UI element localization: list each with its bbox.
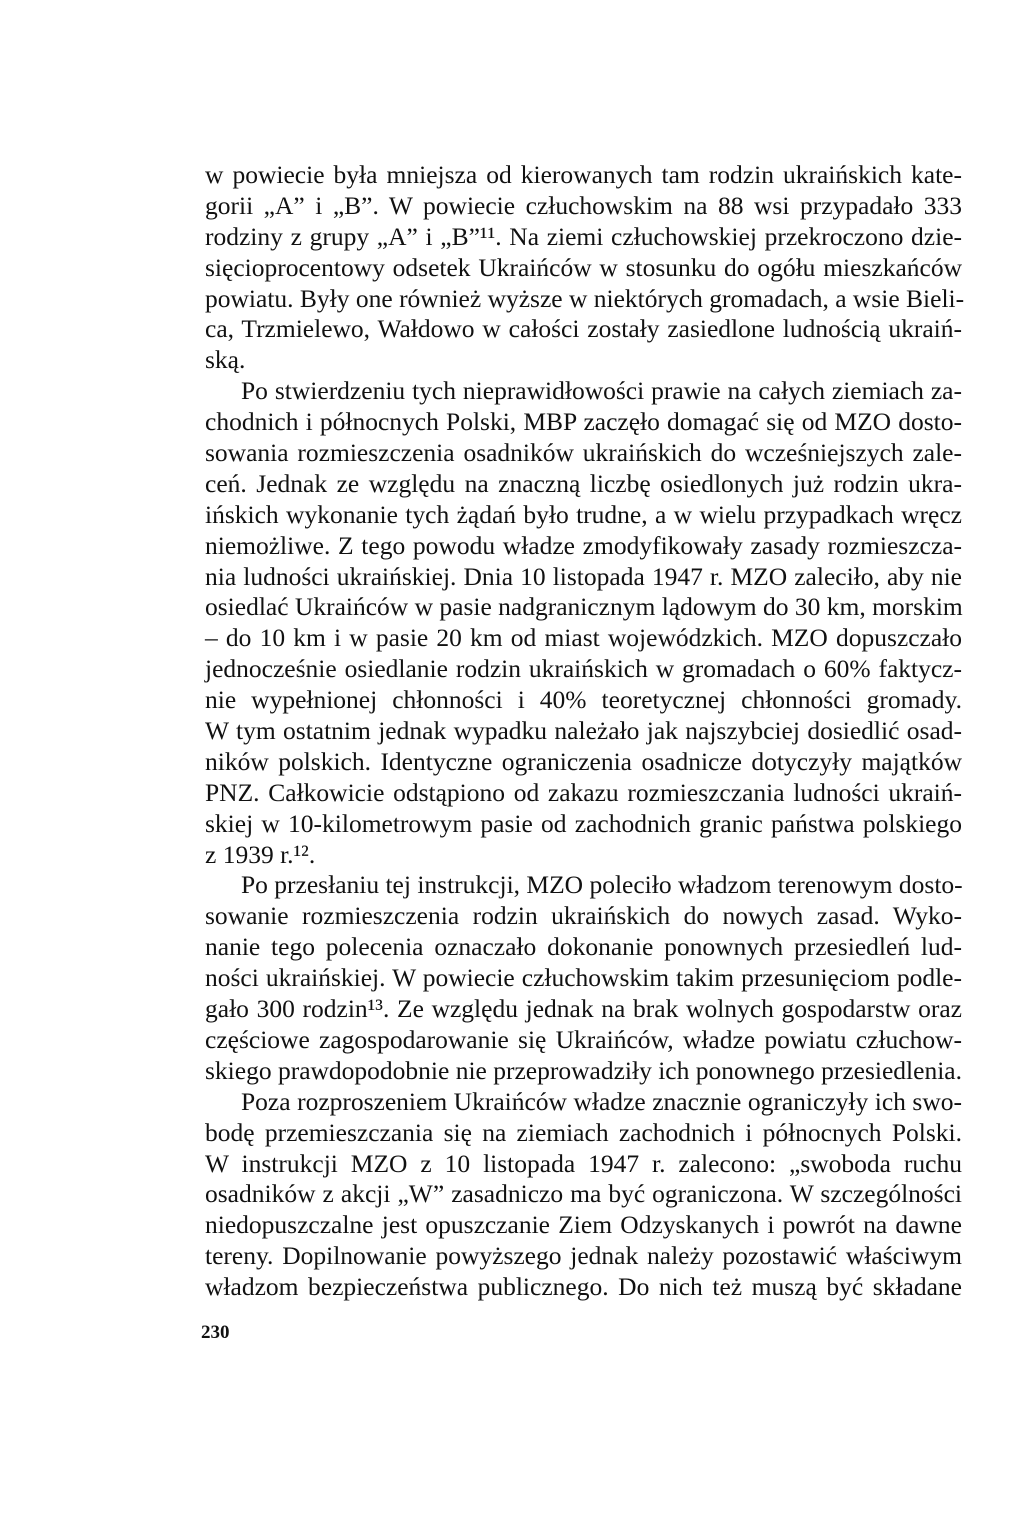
text-line: ską. bbox=[205, 345, 246, 375]
text-line: z 1939 r.¹². bbox=[205, 839, 316, 869]
paragraph bbox=[205, 870, 962, 1086]
text-line: skiej w 10-kilometrowym pasie od zachodnich granic państwa polskiego bbox=[205, 808, 962, 838]
paragraph bbox=[205, 376, 962, 870]
text-line: niemożliwe. Z tego powodu władze zmodyfikowały zasady rozmieszcza- bbox=[205, 530, 962, 560]
text-line: PNZ. Całkowicie odstąpiono od zakazu rozmieszczania ludności ukraiń- bbox=[205, 777, 962, 807]
text-line: ników polskich. Identyczne ograniczenia osadnicze dotyczyły majątków bbox=[205, 746, 962, 776]
text-line: sowania rozmieszczenia osadników ukraińskich do wcześniejszych zale- bbox=[205, 438, 962, 468]
page-number: 230 bbox=[201, 1322, 230, 1343]
text-line: ińskich wykonanie tych żądań było trudne, a w wielu przypadkach wręcz bbox=[205, 499, 962, 529]
text-line: gorii „A” i „B”. W powiecie człuchowskim na 88 wsi przypadało 333 bbox=[205, 190, 962, 220]
text-line: gało 300 rodzin¹³. Ze względu jednak na brak wolnych gospodarstw oraz bbox=[205, 994, 962, 1024]
text-line: nie wypełnionej chłonności i 40% teoretycznej chłonności gromady. bbox=[205, 685, 962, 715]
text-line: Poza rozproszeniem Ukraińców władze znacznie ograniczyły ich swo- bbox=[241, 1086, 962, 1116]
text-line: Po przesłaniu tej instrukcji, MZO poleciło władzom terenowym dosto- bbox=[241, 870, 963, 900]
text-line: niedopuszczalne jest opuszczanie Ziem Odzyskanych i powrót na dawne bbox=[205, 1210, 962, 1240]
text-line: skiego prawdopodobnie nie przeprowadziły ich ponownego przesiedlenia. bbox=[205, 1055, 962, 1085]
text-line: Po stwierdzeniu tych nieprawidłowości prawie na całych ziemiach za- bbox=[241, 376, 962, 406]
text-line: jednocześnie osiedlanie rodzin ukraińskich w gromadach o 60% faktycz- bbox=[205, 654, 962, 684]
text-line: w powiecie była mniejsza od kierowanych tam rodzin ukraińskich kate- bbox=[205, 160, 962, 189]
text-line: ności ukraińskiej. W powiecie człuchowskim takim przesunięciom podle- bbox=[205, 963, 962, 993]
text-line: ceń. Jednak ze względu na znaczną liczbę osiedlonych już rodzin ukra- bbox=[205, 468, 962, 498]
paragraph bbox=[205, 160, 965, 376]
text-line: ca, Trzmielewo, Wałdowo w całości zostały zasiedlone ludnością ukraiń- bbox=[205, 314, 962, 344]
text-line: nia ludności ukraińskiej. Dnia 10 listopada 1947 r. MZO zaleciło, aby nie bbox=[205, 561, 962, 591]
paragraph bbox=[205, 1087, 962, 1303]
text-line: sowanie rozmieszczenia rodzin ukraińskich do nowych zasad. Wyko- bbox=[205, 901, 962, 931]
text-line: sięcioprocentowy odsetek Ukraińców w stosunku do ogółu mieszkańców bbox=[205, 252, 962, 282]
text-line: częściowe zagospodarowanie się Ukraińców, władze powiatu człuchow- bbox=[205, 1024, 962, 1054]
text-line: bodę przemieszczania się na ziemiach zachodnich i północnych Polski. bbox=[205, 1117, 962, 1147]
text-line: – do 10 km i w pasie 20 km od miast wojewódzkich. MZO dopuszczało bbox=[205, 623, 962, 653]
text-line: W instrukcji MZO z 10 listopada 1947 r. zalecono: „swoboda ruchu bbox=[205, 1148, 962, 1178]
text-line: rodziny z grupy „A” i „B”¹¹. Na ziemi człuchowskiej przekroczono dzie- bbox=[205, 221, 962, 251]
text-line: W tym ostatnim jednak wypadku należało jak najszybciej dosiedlić osad- bbox=[205, 716, 962, 746]
body-text bbox=[205, 160, 965, 1303]
text-line: chodnich i północnych Polski, MBP zaczęło domagać się od MZO dosto- bbox=[205, 407, 962, 437]
text-line: nanie tego polecenia oznaczało dokonanie ponownych przesiedleń lud- bbox=[205, 932, 962, 962]
text-line: osadników z akcji „W” zasadniczo ma być ograniczona. W szczególności bbox=[205, 1179, 962, 1209]
text-line: osiedlać Ukraińców w pasie nadgranicznym lądowym do 30 km, morskim bbox=[205, 592, 963, 622]
text-line: tereny. Dopilnowanie powyższego jednak należy pozostawić właściwym bbox=[205, 1241, 962, 1271]
text-line: władzom bezpieczeństwa publicznego. Do nich też muszą być składane bbox=[205, 1272, 962, 1302]
text-line: powiatu. Były one również wyższe w niektórych gromadach, a wsie Bieli- bbox=[205, 283, 965, 313]
